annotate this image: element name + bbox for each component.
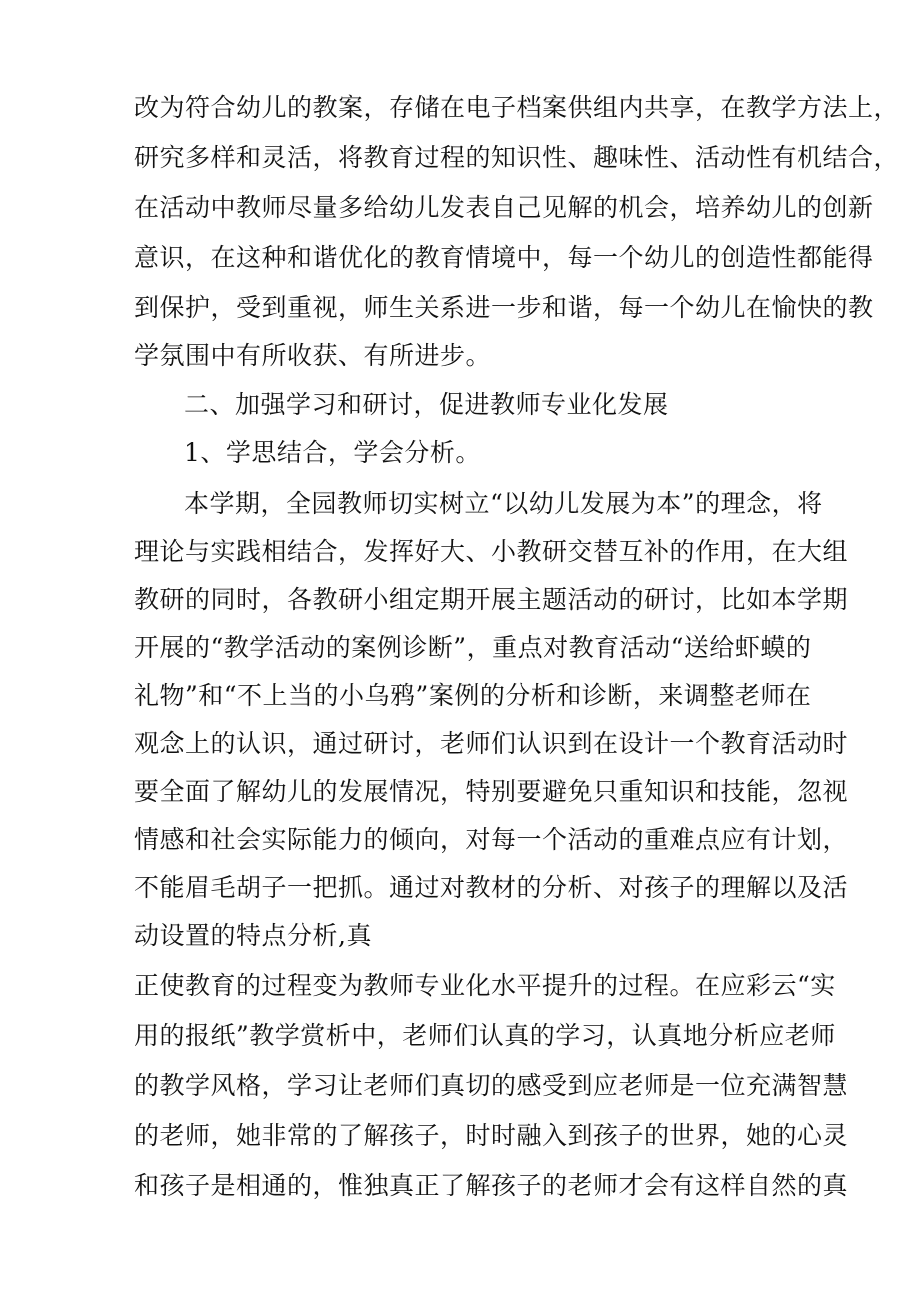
paragraph-line: 要全面了解幼儿的发展情况，特别要避免只重知识和技能，忽视 [134,777,849,806]
paragraph-line: 到保护，受到重视，师生关系进一步和谐，每一个幼儿在愉快的教 [134,293,874,322]
paragraph-line: 开展的“教学活动的案例诊断”，重点对教育活动“送给虾蟆的 [134,633,812,662]
paragraph-line: 礼物”和“不上当的小乌鸦”案例的分析和诊断，来调整老师在 [134,681,812,710]
paragraph-line: 动设置的特点分析,真 [134,921,372,950]
paragraph-line: 在活动中教师尽量多给幼儿发表自己见解的机会，培养幼儿的创新 [134,193,874,222]
paragraph-line: 教研的同时，各教研小组定期开展主题活动的研讨，比如本学期 [134,585,849,614]
paragraph-line: 和孩子是相通的，惟独真正了解孩子的老师才会有这样自然的真 [134,1171,849,1200]
paragraph-line: 的老师，她非常的了解孩子，时时融入到孩子的世界，她的心灵 [134,1121,849,1150]
paragraph-line: 理论与实践相结合，发挥好大、小教研交替互补的作用，在大组 [134,537,849,566]
paragraph-line: 正使教育的过程变为教师专业化水平提升的过程。在应彩云“实 [134,971,836,1000]
paragraph-line: 意识，在这种和谐优化的教育情境中，每一个幼儿的创造性都能得 [134,243,874,272]
paragraph-line: 观念上的认识，通过研讨，老师们认识到在设计一个教育活动时 [134,729,849,758]
paragraph-line: 学氛围中有所收获、有所进步。 [134,341,492,370]
paragraph-line: 的教学风格，学习让老师们真切的感受到应老师是一位充满智慧 [134,1071,849,1100]
paragraph-line: 本学期，全园教师切实树立“以幼儿发展为本”的理念，将 [184,489,823,518]
paragraph-line: 不能眉毛胡子一把抓。通过对教材的分析、对孩子的理解以及活 [134,873,849,902]
subsection-heading: 1、学思结合，学会分析。 [184,438,481,467]
paragraph-line: 情感和社会实际能力的倾向，对每一个活动的重难点应有计划， [134,825,849,854]
paragraph-line: 研究多样和灵活，将教育过程的知识性、趣味性、活动性有机结合， [134,143,900,172]
section-heading: 二、加强学习和研讨，促进教师专业化发展 [184,390,669,419]
paragraph-line: 改为符合幼儿的教案，存储在电子档案供组内共享，在教学方法上， [134,93,900,122]
paragraph-line: 用的报纸”教学赏析中，老师们认真的学习，认真地分析应老师 [134,1021,836,1050]
